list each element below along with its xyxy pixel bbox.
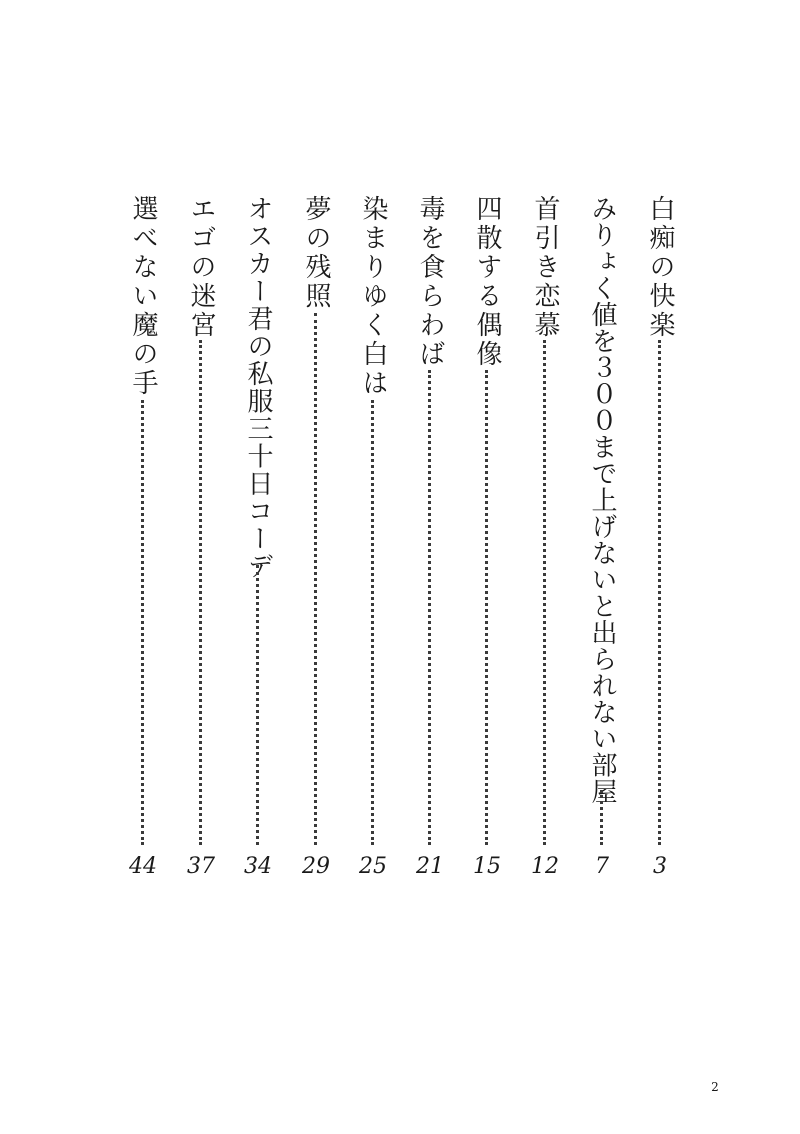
toc-entry <box>123 195 163 895</box>
dot-leader <box>658 340 661 845</box>
toc-entry <box>410 195 450 895</box>
dot-leader <box>543 340 546 845</box>
toc-entry-page: 15 <box>473 854 501 879</box>
toc-entry-title: 白痴の快楽 <box>645 195 675 340</box>
toc-entry-title: オスカー君の私服三十日コーデ <box>243 195 273 580</box>
toc-entry-title: 毒を食らわば <box>415 195 445 369</box>
dot-leader <box>256 565 259 845</box>
toc-entry <box>525 195 565 895</box>
dot-leader <box>199 340 202 845</box>
toc-entry <box>353 195 393 895</box>
toc-entry-page: 34 <box>244 854 272 879</box>
page-number: 2 <box>711 1080 719 1094</box>
toc-entry-page: 37 <box>187 854 215 879</box>
toc-entry-page: 44 <box>129 854 157 879</box>
dot-leader <box>428 370 431 845</box>
toc-entry-title: 四散する偶像 <box>472 195 502 369</box>
toc-entry-page: 3 <box>653 854 667 879</box>
dot-leader <box>600 790 603 845</box>
toc-entry-page: 7 <box>595 854 609 879</box>
toc-entry <box>582 195 622 895</box>
toc-entry <box>640 195 680 895</box>
toc-entry-title: 選べない魔の手 <box>128 195 158 398</box>
toc-entry-title: みりょく値を３００まで上げないと出られない部屋 <box>587 195 617 805</box>
toc-entry <box>467 195 507 895</box>
toc-entry-page: 29 <box>302 854 330 879</box>
toc-entry-title: エゴの迷宮 <box>186 195 216 340</box>
dot-leader <box>314 313 317 845</box>
dot-leader <box>141 400 144 845</box>
dot-leader <box>485 370 488 845</box>
toc-entry-title: 夢の残照 <box>301 195 331 311</box>
toc-entry-page: 12 <box>531 854 559 879</box>
toc-entry <box>181 195 221 895</box>
toc-entry-page: 25 <box>359 854 387 879</box>
toc-entry-title: 首引き恋慕 <box>530 195 560 340</box>
toc-entry <box>238 195 278 895</box>
toc-entry <box>296 195 336 895</box>
toc-entry-title: 染まりゆく白は <box>358 195 388 398</box>
dot-leader <box>371 400 374 845</box>
toc-entry-page: 21 <box>416 854 444 879</box>
